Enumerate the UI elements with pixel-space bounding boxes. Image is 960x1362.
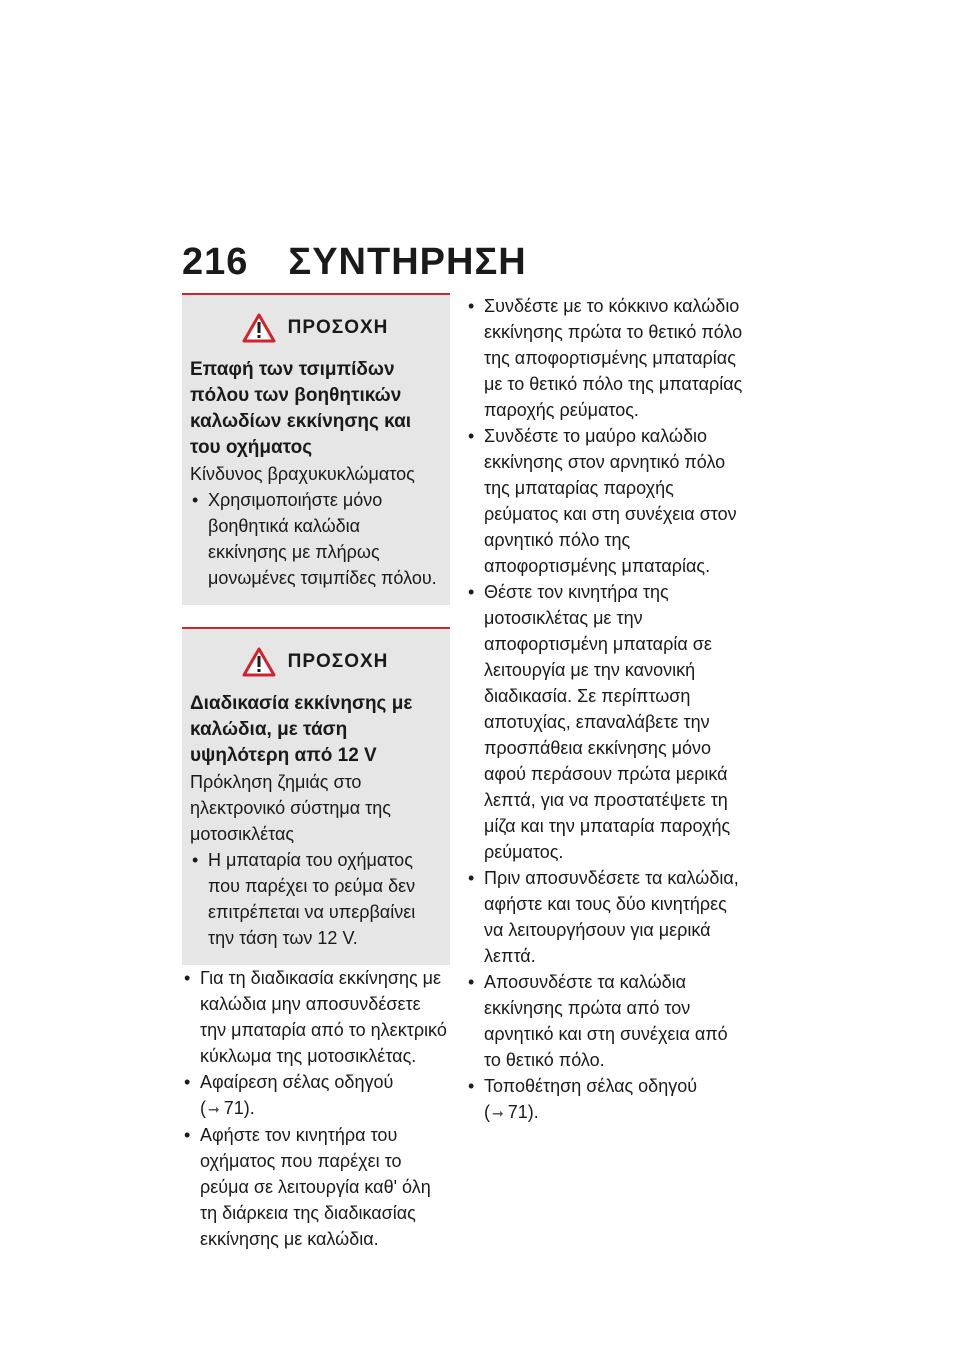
list-item bbox=[466, 1073, 746, 1126]
warning-hazard: Κίνδυνος βραχυκυκλώματος bbox=[190, 464, 415, 484]
list-item: • Αφήστε τον κινητήρα του οχήματος που παρέχει το ρεύμα σε λειτουργία καθ' όλη τη διάρκεια της διαδικασίας εκκίνησης με καλώδια. bbox=[182, 1122, 450, 1252]
right-column bbox=[466, 293, 746, 1126]
warning-heading: Διαδικασία εκκίνησης με καλώδια, με τάση υψηλότερη από 12 V bbox=[190, 693, 413, 766]
list-item: • Θέστε τον κινητήρα της μοτοσικλέτας με την αποφορτισμένη μπαταρία σε λειτουργία με την κανονική διαδικασία. Σε περίπτωση αποτυχίας, επαναλάβετε την προσπάθεια εκκίνησης μόνο αφού περάσουν πρώτα μερικά λεπτά, για να προστατέψετε τη μίζα και την μπαταρία παροχής ρεύματος. bbox=[466, 579, 746, 865]
list-item: • Πριν αποσυνδέσετε τα καλώδια, αφήστε και τους δύο κινητήρες να λειτουργήσουν για μερικά λεπτά. bbox=[466, 865, 746, 969]
page-reference-number: 71). bbox=[223, 1098, 255, 1118]
procedure-list-right bbox=[466, 293, 746, 1126]
list-item: • Αποσυνδέστε τα καλώδια εκκίνησης πρώτα από τον αρνητικό και στη συνέχεια από το θετικό πόλο. bbox=[466, 969, 746, 1073]
warning-box-short-circuit bbox=[182, 293, 450, 605]
list-item: • Η μπαταρία του οχήματος που παρέχει το ρεύμα δεν επιτρέπεται να υπερβαίνει την τάση των 12 V. bbox=[190, 847, 440, 951]
warning-heading: Επαφή των τσιμπίδων πόλου των βοηθητικών καλωδίων εκκίνησης και του οχήματος bbox=[190, 359, 412, 458]
warning-label: ΠΡΟΣΟΧΗ bbox=[287, 651, 389, 672]
warning-header bbox=[190, 647, 440, 677]
warning-triangle-icon bbox=[242, 647, 276, 677]
page-number: 216 bbox=[182, 241, 249, 283]
page-reference[interactable]: ( ➞ 71). bbox=[484, 1102, 539, 1122]
warning-triangle-icon bbox=[242, 313, 276, 343]
page-header bbox=[182, 241, 527, 284]
list-item: • Για τη διαδικασία εκκίνησης με καλώδια μην αποσυνδέσετε την μπαταρία από το ηλεκτρικό κύκλωμα της μοτοσικλέτας. bbox=[182, 965, 450, 1069]
arrow-right-icon: ➞ bbox=[492, 1105, 504, 1121]
step-text: Αφαίρεση σέλας οδηγού bbox=[200, 1072, 394, 1092]
warning-header bbox=[190, 313, 440, 343]
warning-label: ΠΡΟΣΟΧΗ bbox=[287, 317, 389, 338]
list-item bbox=[182, 1069, 450, 1122]
page-reference[interactable]: ( ➞ 71). bbox=[200, 1098, 255, 1118]
warning-hazard: Πρόκληση ζημιάς στο ηλεκτρονικό σύστημα της μοτοσικλέτας bbox=[190, 772, 391, 844]
step-text: Τοποθέτηση σέλας οδηγού bbox=[484, 1076, 698, 1096]
page-title: ΣΥΝΤΗΡΗΣΗ bbox=[288, 241, 527, 283]
warning-bullets bbox=[190, 487, 440, 591]
procedure-list-left bbox=[182, 965, 450, 1252]
left-column bbox=[182, 293, 450, 1252]
list-item: • Συνδέστε με το κόκκινο καλώδιο εκκίνησης πρώτα το θετικό πόλο της αποφορτισμένης μπαταρίας με το θετικό πόλο της μπαταρίας παροχής ρεύματος. bbox=[466, 293, 746, 423]
page-reference-number: 71). bbox=[507, 1102, 539, 1122]
list-item: • Χρησιμοποιήστε μόνο βοηθητικά καλώδια εκκίνησης με πλήρως μονωμένες τσιμπίδες πόλου. bbox=[190, 487, 440, 591]
arrow-right-icon: ➞ bbox=[208, 1101, 220, 1117]
warning-box-voltage bbox=[182, 627, 450, 965]
list-item: • Συνδέστε το μαύρο καλώδιο εκκίνησης στον αρνητικό πόλο της μπαταρίας παροχής ρεύματος και στη συνέχεια στον αρνητικό πόλο της αποφορτισμένης μπαταρίας. bbox=[466, 423, 746, 579]
warning-bullets bbox=[190, 847, 440, 951]
